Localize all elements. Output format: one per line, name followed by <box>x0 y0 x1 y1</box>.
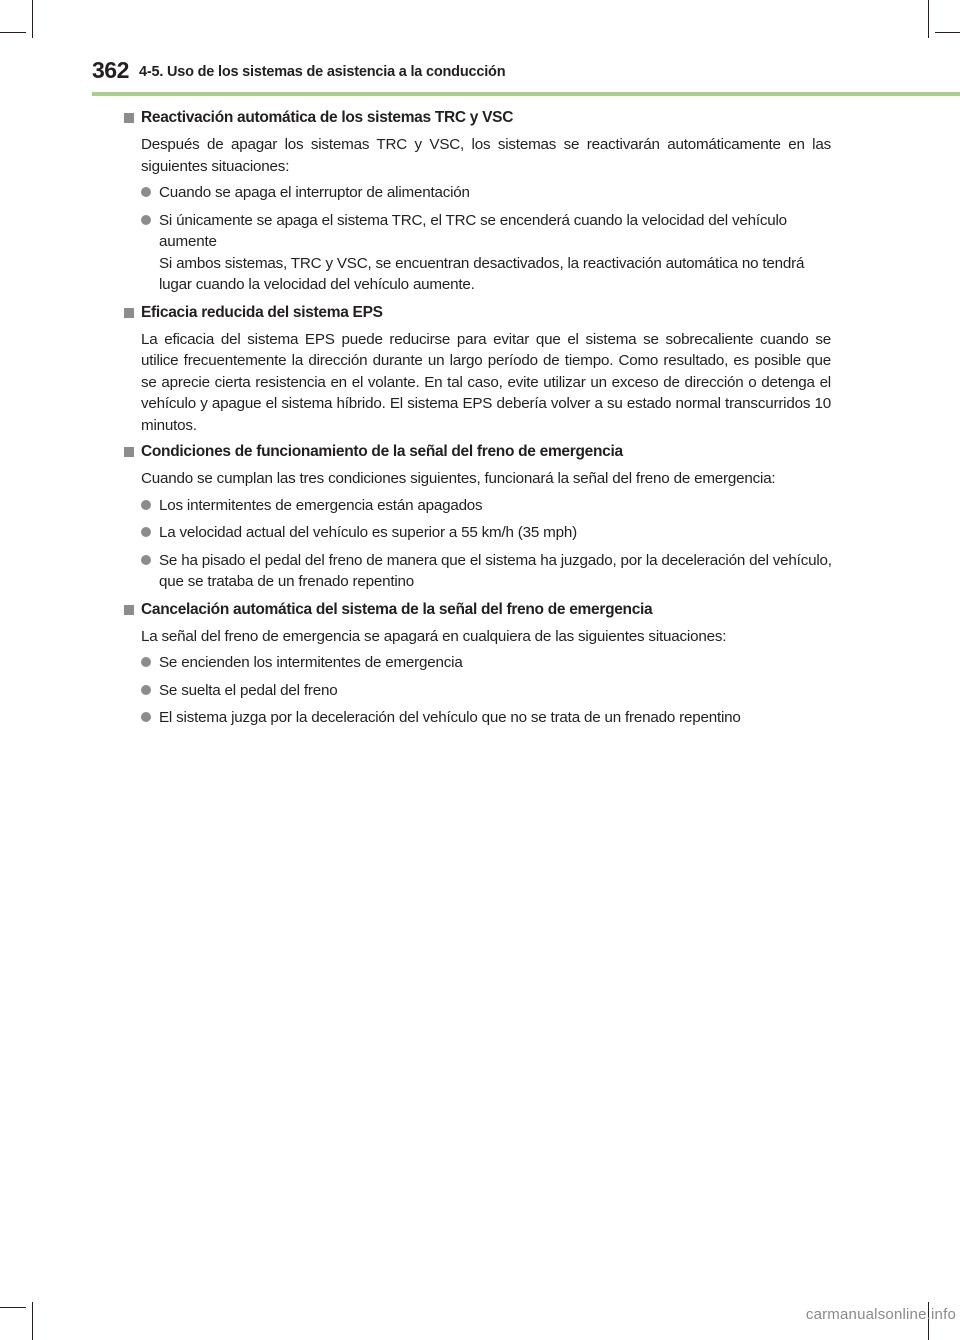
crop-mark <box>928 0 929 38</box>
list-item <box>159 495 839 517</box>
circle-bullet-icon <box>141 527 151 537</box>
circle-bullet-icon <box>141 555 151 565</box>
bullet-list <box>0 182 960 296</box>
crop-mark <box>935 32 960 33</box>
list-item-text: Si únicamente se apaga el sistema TRC, el TRC se encenderá cuando la velocidad del vehículo aumente <box>159 211 787 250</box>
circle-bullet-icon <box>141 187 151 197</box>
list-item <box>159 550 839 593</box>
list-item <box>159 707 839 729</box>
bullet-list <box>0 495 960 593</box>
list-item-text: El sistema juzga por la deceleración del vehículo que no se trata de un frenado repentino <box>159 709 741 726</box>
section-heading <box>141 441 841 463</box>
circle-bullet-icon <box>141 657 151 667</box>
crop-mark <box>0 1307 26 1308</box>
page-number: 362 <box>92 57 129 83</box>
list-item-text: Los intermitentes de emergencia están apagados <box>159 496 483 514</box>
section-trc-vsc-reactivation <box>0 107 960 296</box>
section-emergency-brake-signal-cancellation <box>0 599 960 729</box>
crop-mark <box>32 0 33 38</box>
list-item <box>159 680 839 702</box>
section-heading <box>141 599 841 621</box>
list-item-text: Se ha pisado el pedal del freno de manera que el sistema ha juzgado, por la deceleración del vehículo, que se trataba de un frenado repentino <box>159 551 832 590</box>
circle-bullet-icon <box>141 712 151 722</box>
square-bullet-icon <box>124 447 134 457</box>
header-divider <box>92 92 960 96</box>
list-item-text: La velocidad actual del vehículo es superior a 55 km/h (35 mph) <box>159 524 577 541</box>
section-paragraph: La eficacia del sistema EPS puede reducirse para evitar que el sistema se sobrecaliente cuando se utilice frecuentemente la dirección durante un largo período de tiempo. Como resultado, es posible que se aprecie cierta resistencia en el volante. En tal caso, evite utilizar un exceso de dirección o detenga el vehículo y apague el sistema híbrido. El sistema EPS debería volver a su estado normal transcurridos 10 minutos. <box>141 330 831 434</box>
section-heading-text: Eficacia reducida del sistema EPS <box>141 303 383 321</box>
list-item <box>159 182 839 204</box>
section-paragraph: La señal del freno de emergencia se apagará en cualquiera de las siguientes situaciones: <box>141 627 727 645</box>
page-content <box>0 107 960 735</box>
section-paragraph: Después de apagar los sistemas TRC y VSC, los sistemas se reactivarán automáticamente en las siguientes situaciones: <box>141 136 831 175</box>
list-item <box>159 652 839 674</box>
bullet-list <box>0 652 960 729</box>
section-heading <box>141 302 841 324</box>
list-item-text: Si ambos sistemas, TRC y VSC, se encuentran desactivados, la reactivación automática no tendrá lugar cuando la velocidad del vehículo aumente. <box>159 254 805 293</box>
section-paragraph: Cuando se cumplan las tres condiciones siguientes, funcionará la señal del freno de emergencia: <box>141 470 776 487</box>
circle-bullet-icon <box>141 685 151 695</box>
list-item-text: Cuando se apaga el interruptor de alimentación <box>159 184 470 201</box>
section-emergency-brake-signal-conditions <box>0 441 960 593</box>
section-heading-text: Condiciones de funcionamiento de la señal del freno de emergencia <box>141 443 623 460</box>
square-bullet-icon <box>124 113 134 123</box>
crop-mark <box>32 1302 33 1340</box>
square-bullet-icon <box>124 308 134 318</box>
section-heading-text: Cancelación automática del sistema de la señal del freno de emergencia <box>141 600 653 618</box>
circle-bullet-icon <box>141 500 151 510</box>
watermark-link[interactable]: carmanualsonline.info <box>805 1306 956 1323</box>
square-bullet-icon <box>124 605 134 615</box>
crop-mark <box>0 32 26 33</box>
list-item <box>159 210 839 296</box>
section-eps-efficiency <box>0 302 960 442</box>
section-heading-text: Reactivación automática de los sistemas TRC y VSC <box>141 109 514 126</box>
circle-bullet-icon <box>141 215 151 225</box>
chapter-title: 4-5. Uso de los sistemas de asistencia a la conducción <box>139 64 506 80</box>
list-item-text: Se suelta el pedal del freno <box>159 681 338 699</box>
section-heading <box>141 107 841 129</box>
list-item <box>159 522 839 544</box>
list-item-text: Se encienden los intermitentes de emergencia <box>159 654 463 671</box>
